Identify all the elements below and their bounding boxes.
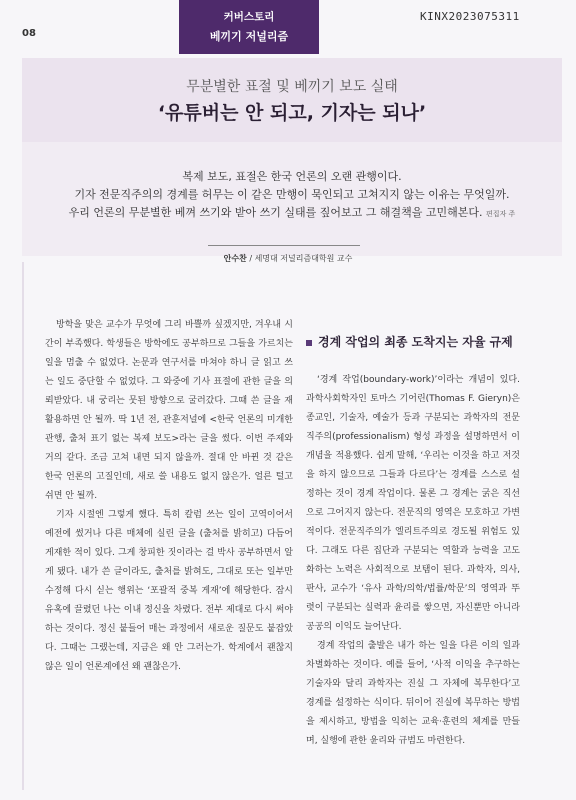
lead-line-3 — [22, 204, 562, 223]
lead-line-2: 기자 전문직주의의 경계를 허무는 이 같은 만행이 묵인되고 고쳐지지 않는 이유는 무엇일까. — [74, 188, 510, 201]
lead-text — [22, 168, 562, 223]
editor-tag: 편집자 주 — [486, 210, 516, 218]
headline-kicker: 무분별한 표절 및 베끼기 보도 실태 — [186, 79, 398, 95]
section-heading — [306, 333, 526, 350]
section-heading-text: 경계 작업의 최종 도착지는 자율 규제 — [318, 335, 513, 349]
page-number: 08 — [22, 28, 36, 39]
right-column — [306, 371, 520, 751]
headline-title: ‘유튜버는 안 되고, 기자는 되나’ — [157, 102, 427, 124]
lead-line-3-text: 우리 언론의 무분별한 베껴 쓰기와 받아 쓰기 실태를 짚어보고 그 해결책을 고민해본다. — [68, 206, 483, 219]
category-subtitle: 베끼기 저널리즘 — [209, 30, 289, 43]
right-paragraph-2: 경계 작업의 출발은 내가 하는 일을 다른 이의 일과 차별화하는 것이다. 예를 들어, ‘사적 이익을 추구하는 기술자와 달리 과학자는 진실 그 자체에 복무한다’고 경계를 설정하는 식이다. 뒤이어 진실에 복무하는 방법을 제시하고, 방법을 익히는 교육·훈련의 체계를 만들며, 실행에 관한 윤리와 규범도 마련한다. — [306, 641, 520, 746]
left-paragraph-1: 방학을 맞은 교수가 무엇에 그리 바쁠까 싶겠지만, 겨우내 시간이 부족했다. 학생들은 방학에도 공부하므로 그들을 가르치는 일을 멈출 수 없었다. 논문과 연구서를 마쳐야 하니 글 읽고 쓰는 일도 중단할 수 없었다. 그 와중에 기사 표절에 관한 글을 의뢰받았다. 내 궁리는 뭇된 방향으로 굴러갔다. 그때 쓴 글을 재활용하면 안 될까. 딱 1년 전, 관훈저널에 <한국 언론의 미개한 관행, 출처 표기 없는 복제 보도>라는 글을 썼다. 이번 주제와 거의 같다. 조금 고쳐 내면 되지 않을까. 절대 안 바뀐 것 같은 한국 언론의 고질인데, 새로 쓸 내용도 없지 않은가. 얼른 털고 쉬면 안 될까. — [45, 320, 293, 501]
square-bullet-icon — [306, 340, 312, 346]
category-tab — [179, 0, 319, 54]
byline — [0, 253, 576, 264]
lead-box — [22, 142, 562, 256]
category-label: 커버스토리 — [223, 11, 275, 23]
left-column — [45, 316, 293, 677]
byline-rule — [208, 245, 360, 246]
left-margin-rule — [22, 262, 24, 790]
author-affiliation: / 세명대 저널리즘대학원 교수 — [246, 254, 353, 263]
headline-box — [22, 58, 562, 142]
author-name: 안수찬 — [223, 254, 247, 263]
lead-line-1: 복제 보도, 표절은 한국 언론의 오랜 관행이다. — [182, 170, 402, 183]
left-paragraph-2: 기자 시절엔 그렇게 했다. 특히 칼럼 쓰는 일이 고역이어서 예전에 썼거나 다른 매체에 실린 글을 (출처를 밝히고) 다듬어 게재한 적이 있다. 그게 창피한 짓이라는 걸 박사 공부하면서 알게 됐다. 내가 쓴 글이라도, 출처를 밝혀도, 그대로 또는 일부만 수정해 다시 싣는 행위는 ‘포괄적 중복 게재’에 해당한다. 잠시 유혹에 끌렸던 나는 이내 정신을 차렸다. 전부 제대로 다시 써야 하는 것이다. 정신 붙들어 매는 과정에서 새로운 질문도 붙잡았다. 그때는 그랬는데, 지금은 왜 안 그러는가. 학계에서 괜찮지 않은 일이 언론계에선 왜 괜찮은가. — [45, 510, 293, 672]
right-paragraph-1: ‘경계 작업(boundary-work)’이라는 개념이 있다. 과학사회학자인 토마스 기어린(Thomas F. Gieryn)은 종교인, 기술자, 예술가 등과 구분되는 과학자의 전문직주의(professionalism) 형성 과정을 설명하면서 이 개념을 적용했다. 쉽게 말해, ‘우리는 이것을 하고 저것을 하지 않으므로 그들과 다르다’는 경계를 스스로 설정하는 것이 경계 작업이다. 물론 그 경계는 굵은 직선으로 그어지지 않는다. 전문직의 영역은 모호하고 가변적이다. 전문직주의가 엘리트주의로 경도될 위험도 있다. 그래도 다른 집단과 구분되는 역할과 능력을 고도화하는 노력은 사회적으로 보탬이 된다. 과학자, 의사, 판사, 교수가 ‘유사 과학/의학/법률/학문’의 영역과 뚜렷이 구분되는 실력과 윤리를 쌓으면, 자신뿐만 아니라 공공의 이익도 늘어난다. — [306, 375, 520, 632]
document-code: KINX2023075311 — [420, 10, 520, 23]
